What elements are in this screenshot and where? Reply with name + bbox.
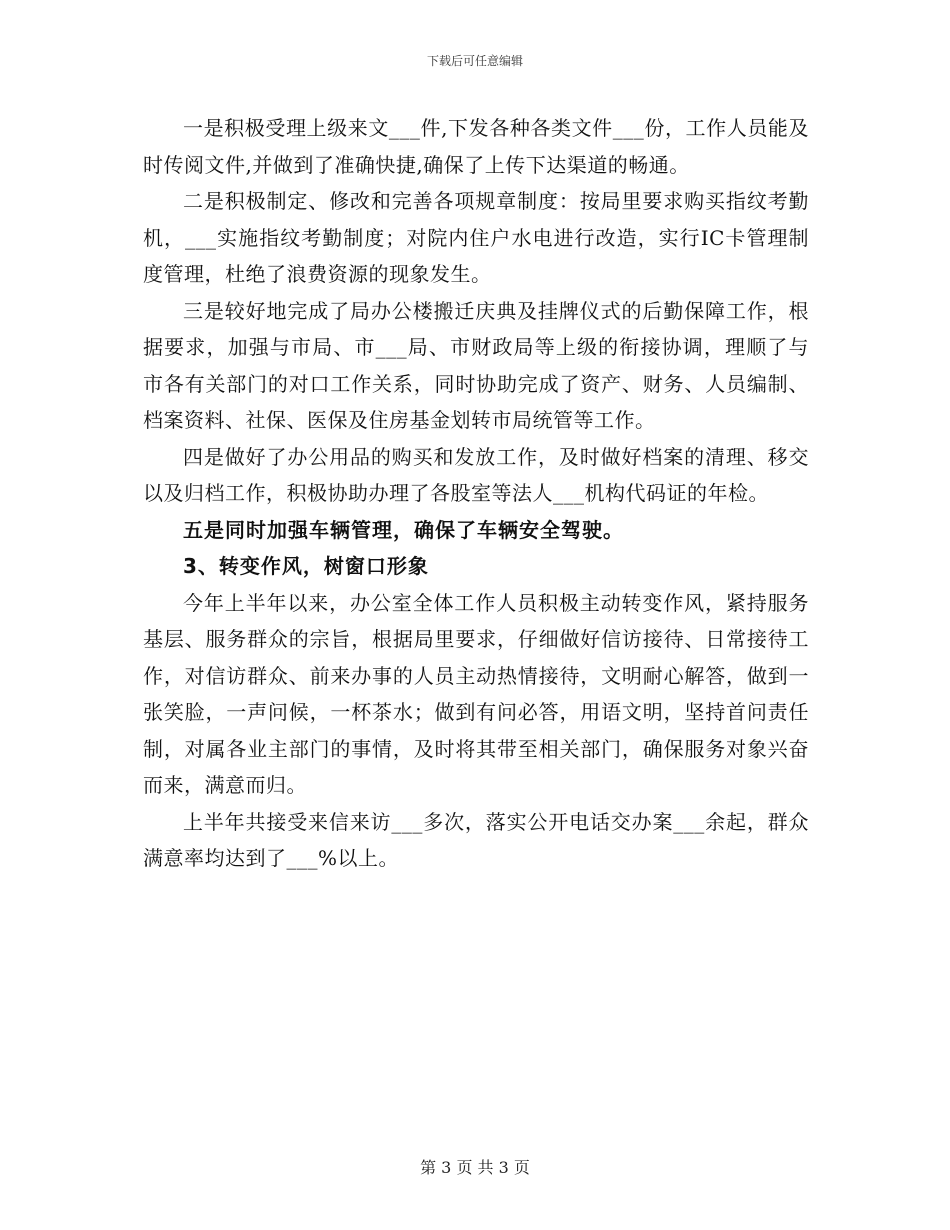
page-header: 下载后可任意编辑 <box>426 54 523 68</box>
section-heading: 3、转变作风，树窗口形象 <box>183 554 429 578</box>
paragraph-item-7: 上半年共接受来信来访___多次，落实公开电话交办案___余起，群众满意率均达到了___%以上。 <box>143 809 809 870</box>
paragraph-item-1: 一是积极受理上级来文___件,下发各种各类文件___份，工作人员能及时传阅文件,并做到了准确快捷,确保了上传下达渠道的畅通。 <box>143 116 809 177</box>
document-body <box>143 110 809 877</box>
paragraph-item-6: 今年上半年以来，办公室全体工作人员积极主动转变作风，紧持服务基层、服务群众的宗旨，根据局里要求，仔细做好信访接待、日常接待工作，对信访群众、前来办事的人员主动热情接待，文明耐心解答，做到一张笑脸，一声问候，一杯茶水；做到有问必答，用语文明，坚持首问责任制，对属各业主部门的事情，及时将其带至相关部门，确保服务对象兴奋而来，满意而归。 <box>143 590 809 797</box>
paragraph-item-5-bold: 五是同时加强车辆管理，确保了车辆安全驾驶。 <box>183 517 624 542</box>
paragraph-item-2: 二是积极制定、修改和完善各项规章制度：按局里要求购买指纹考勤机，___实施指纹考勤制度；对院内住户水电进行改造，实行IC卡管理制度管理，杜绝了浪费资源的现象发生。 <box>143 189 809 286</box>
page-footer: 第 3 页 共 3 页 <box>420 1158 530 1177</box>
paragraph-item-4: 四是做好了办公用品的购买和发放工作，及时做好档案的清理、移交以及归档工作，积极协助办理了各股室等法人___机构代码证的年检。 <box>143 444 809 505</box>
paragraph-item-3: 三是较好地完成了局办公楼搬迁庆典及挂牌仪式的后勤保障工作，根据要求，加强与市局、市___局、市财政局等上级的衔接协调，理顺了与市各有关部门的对口工作关系，同时协助完成了资产、财务、人员编制、档案资料、社保、医保及住房基金划转市局统管等工作。 <box>143 298 809 432</box>
